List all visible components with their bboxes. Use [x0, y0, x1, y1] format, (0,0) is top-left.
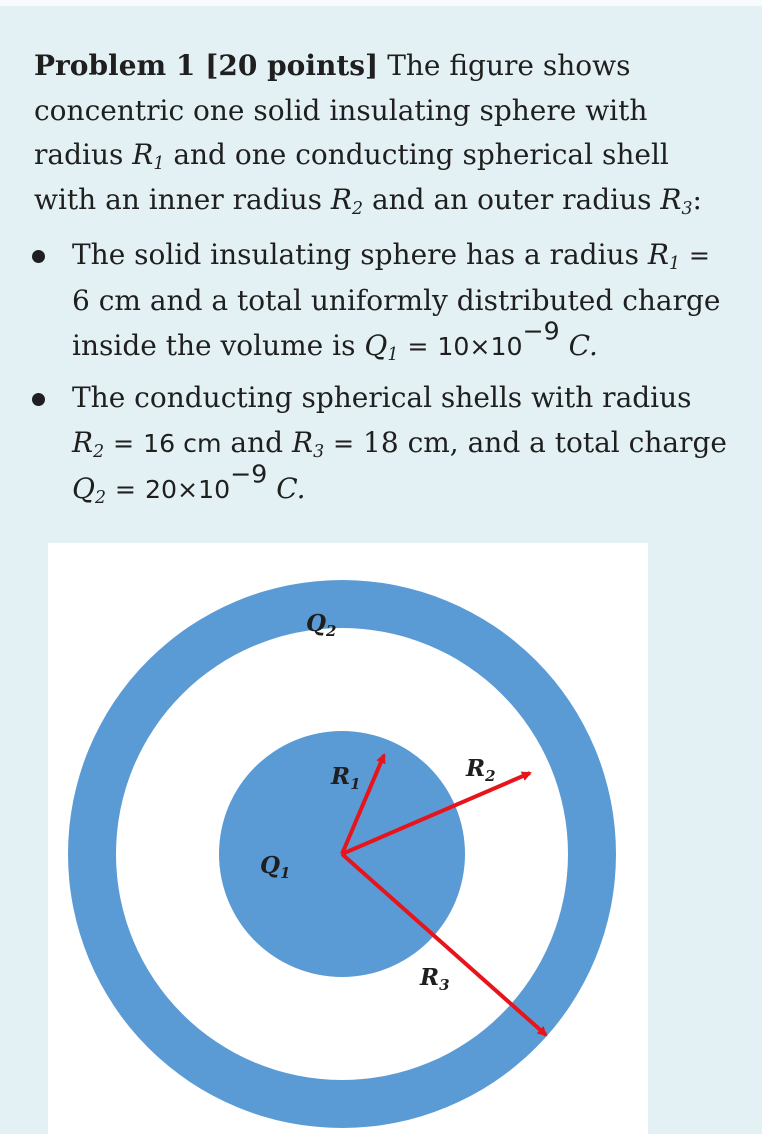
- intro-text-3: and an outer radius: [371, 182, 652, 216]
- symbol-r1: $R_1$: [132, 138, 165, 174]
- label-r3: $R_3$: [420, 964, 450, 994]
- symbol-r1: $R_1$: [647, 238, 680, 274]
- label-r1: $R_1$: [331, 763, 361, 793]
- symbol-r3: $R_3$: [291, 426, 325, 462]
- bullet-dot-icon: [32, 250, 45, 263]
- bullet-item-sphere: The solid insulating sphere has a radius $R_1 = 6$ cm and a total uniformly distributed charge inside the volume is $Q_1 = 10\times 10^{-9}$ C.: [30, 232, 730, 369]
- concentric-spheres-figure: [48, 543, 648, 1134]
- bullet-item-shell: The conducting spherical shells with radius $R_2 = 16$ cm and $R_3 = 18$ cm, and a total charge $Q_2 = 20\times 10^{-9}$ C.: [30, 375, 730, 512]
- symbol-r3: $R_3$: [660, 182, 693, 219]
- problem-heading: Problem 1 [20 points]: [34, 49, 379, 82]
- symbol-q1: $Q_1$: [364, 329, 399, 365]
- top-strip: [0, 0, 762, 6]
- bullet-dot-icon: [32, 393, 45, 406]
- label-r2: $R_2$: [466, 755, 496, 785]
- bullet-list: [30, 232, 730, 518]
- intro-text-2: and one conducting spherical shell with an inner radius: [34, 138, 669, 216]
- figure-svg: [48, 543, 648, 1134]
- label-q1: $Q_1$: [260, 852, 291, 882]
- problem-intro: Problem 1 [20 points] The figure shows concentric one solid insulating sphere with radius $R_1$ and one conducting spherical shell with an inner radius $R_2$ and an outer radius $R_3$:: [34, 49, 702, 219]
- label-q2: $Q_2$: [306, 610, 337, 640]
- symbol-r2: $R_2$: [330, 182, 364, 219]
- intro-text-1: The figure shows concentric one solid insulating sphere with radius: [34, 49, 648, 171]
- symbol-r2: $R_2$: [72, 426, 105, 462]
- symbol-q2: $Q_2$: [72, 472, 107, 508]
